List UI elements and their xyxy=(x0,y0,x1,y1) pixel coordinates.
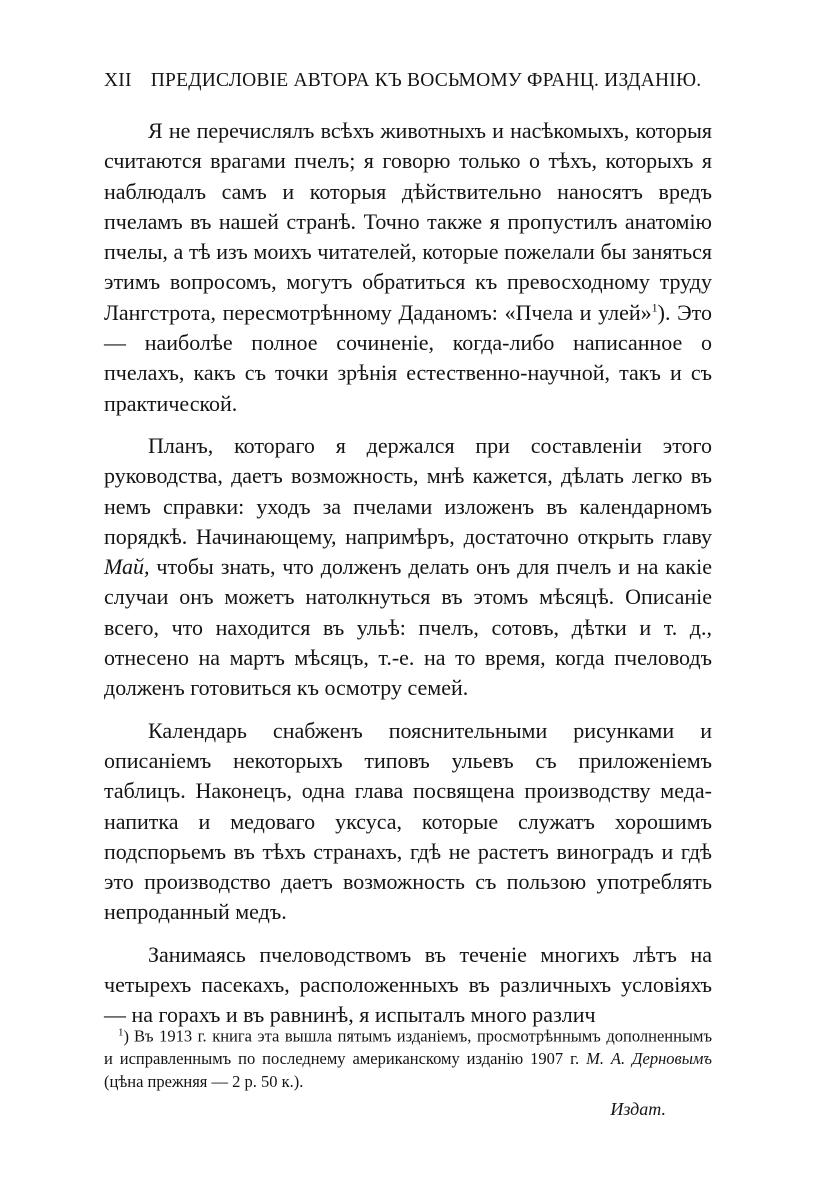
footnote-mark: $^1$) xyxy=(118,1026,129,1046)
paragraph-3: Календарь снабженъ пояснительными рисунками и описаніемъ некоторыхъ типовъ ульевъ съ приложеніемъ таблицъ. Наконецъ, одна глава посвящена производству меда-напитка и медоваго уксуса, которые служатъ хорошимъ подспорьемъ въ тѣхъ странахъ, гдѣ не растетъ виноградъ и гдѣ это производство даетъ возможность съ пользою употреблять непроданный медъ. xyxy=(104,717,712,925)
publisher-signature: Издат. xyxy=(610,1099,666,1119)
paragraph-2: Планъ, котораго я держался при составленіи этого руководства, даетъ возможность, мнѣ кажется, дѣлать легко въ немъ справки: уходъ за пчелами изложенъ въ календарномъ порядкѣ. Начинающему, напримѣръ, достаточно открыть главу Май, чтобы знать, что долженъ делать онъ для пчелъ и на какіе случаи онъ можетъ натолкнуться въ этомъ мѣсяцѣ. Описаніе всего, что находится въ ульѣ: пчелъ, сотовъ, дѣтки и т. д., отнесено на мартъ мѣсяцъ, т.-е. на то время, когда пчеловодъ долженъ готовиться къ осмотру семей. xyxy=(104,432,712,701)
paragraph-4: Занимаясь пчеловодствомъ въ теченіе многихъ лѣтъ на четырехъ пасекахъ, расположенныхъ въ различныхъ условіяхъ — на горахъ и въ равнинѣ, я испыталъ много различ xyxy=(104,941,712,1028)
running-header xyxy=(104,70,724,92)
footnote: $^1$) Въ 1913 г. книга эта вышла пятымъ изданіемъ, просмотрѣннымъ дополненнымъ и исправленнымъ по последнему американскому изданію 1907 г. М. А. Дерновымъ (цѣна прежняя — 2 р. 50 к.). xyxy=(104,1026,712,1091)
footnote-author: М. А. Дерновымъ xyxy=(586,1049,712,1068)
running-title: ПРЕДИСЛОВІЕ АВТОРА КЪ ВОСЬМОМУ ФРАНЦ. ИЗДАНІЮ. xyxy=(150,70,702,91)
paragraph-1: Я не перечислялъ всѣхъ животныхъ и насѣкомыхъ, которыя считаются врагами пчелъ; я говорю только о тѣхъ, которыхъ я наблюдалъ самъ и которыя дѣйствительно наносятъ вредъ пчеламъ въ нашей странѣ. Точно также я пропустилъ анатомію пчелы, а тѣ изъ моихъ читателей, которые пожелали бы заняться этимъ вопросомъ, могутъ обратиться къ превосходному труду Лангстрота, пересмотрѣнному Даданомъ: «Пчела и улей»$^1$). Это — наиболѣе полное сочиненіе, когда-либо написанное о пчелахъ, какъ съ точки зрѣнія естественно-научной, такъ и съ практической. xyxy=(104,118,712,416)
italic-chapter-name: Май, xyxy=(104,554,150,580)
page-number: XII xyxy=(104,70,132,91)
body-text xyxy=(104,116,712,1043)
footnote-reference: 1 xyxy=(651,300,658,315)
